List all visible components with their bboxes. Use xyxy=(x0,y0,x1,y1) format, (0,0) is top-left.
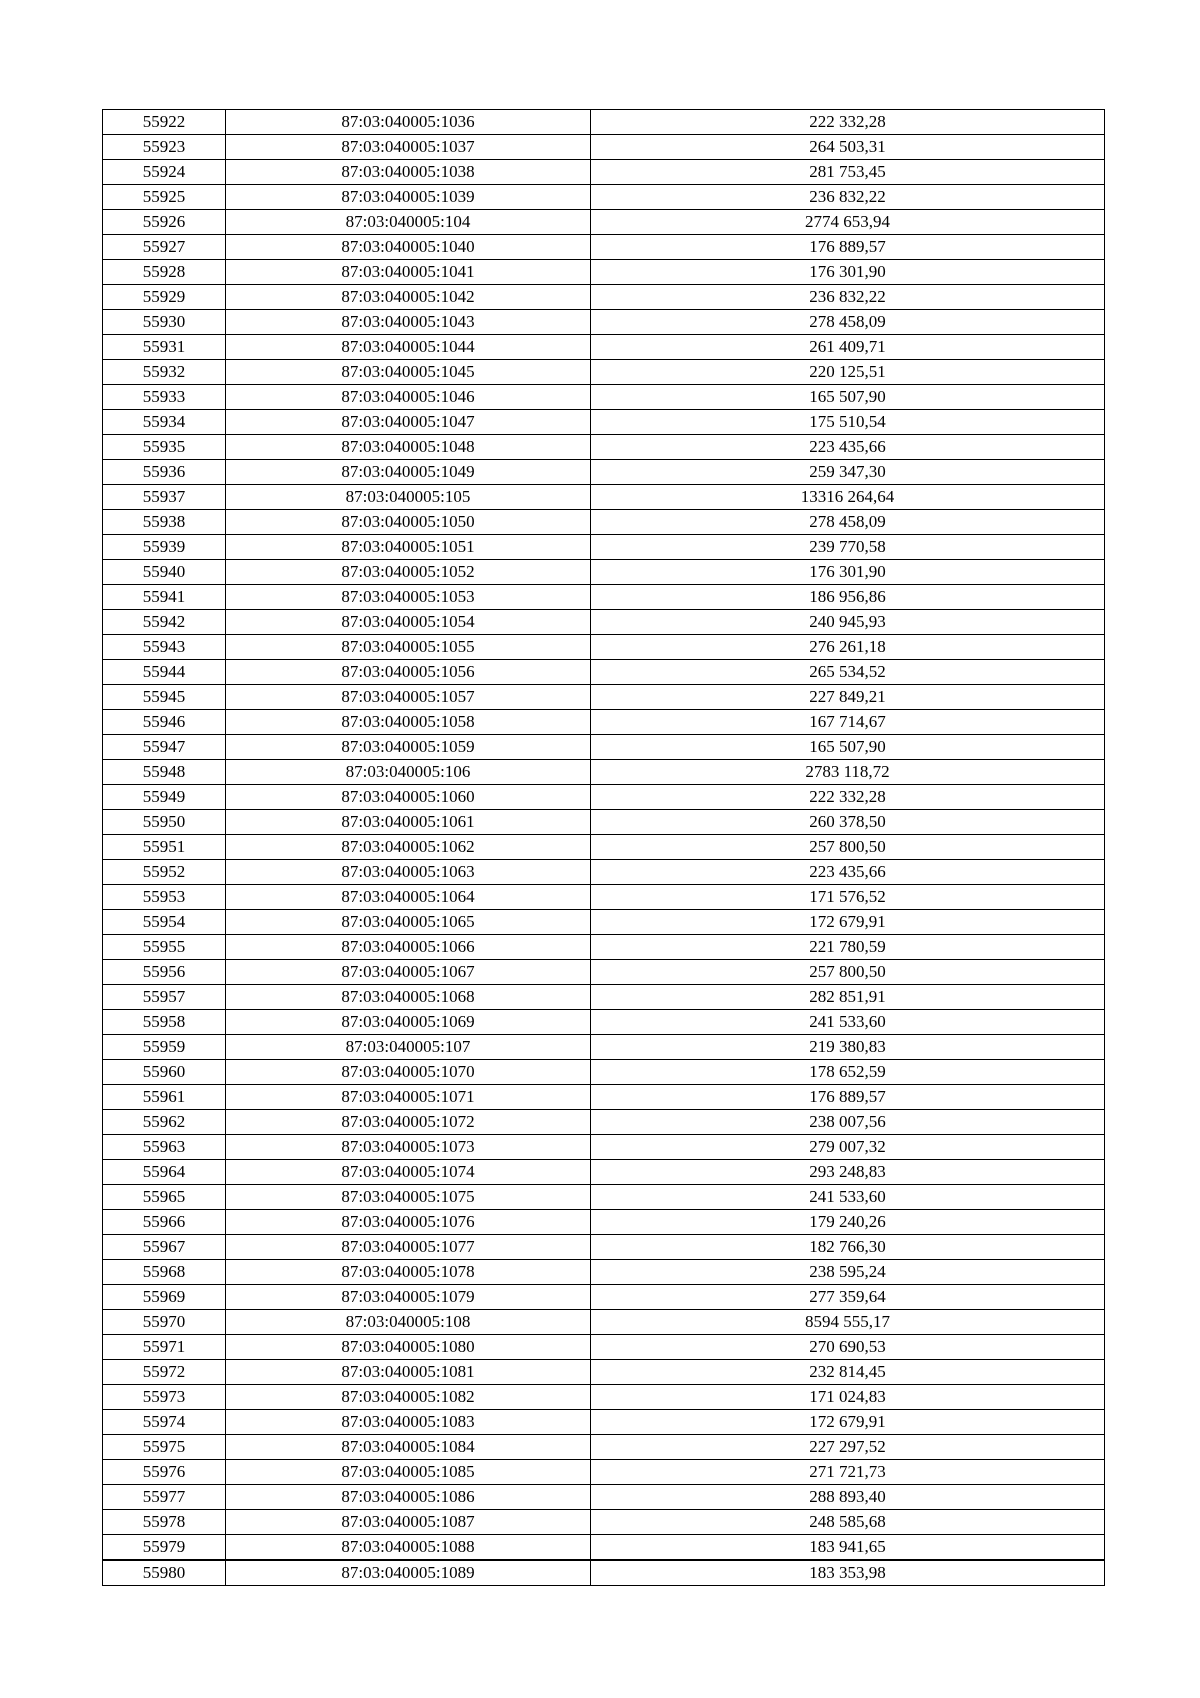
row-number-cell: 55936 xyxy=(103,460,226,485)
cadastral-value-cell: 288 893,40 xyxy=(591,1485,1105,1510)
cadastral-value-cell: 264 503,31 xyxy=(591,135,1105,160)
row-number-cell: 55950 xyxy=(103,810,226,835)
row-number-cell: 55943 xyxy=(103,635,226,660)
table-row xyxy=(103,1235,1105,1260)
table-row xyxy=(103,1135,1105,1160)
cadastral-number-cell: 87:03:040005:1036 xyxy=(226,110,591,135)
table-row xyxy=(103,1160,1105,1185)
cadastral-value-cell: 279 007,32 xyxy=(591,1135,1105,1160)
row-number-cell: 55961 xyxy=(103,1085,226,1110)
table-row xyxy=(103,910,1105,935)
cadastral-number-cell: 87:03:040005:1088 xyxy=(226,1535,591,1561)
cadastral-value-cell: 236 832,22 xyxy=(591,185,1105,210)
cadastral-value-cell: 238 007,56 xyxy=(591,1110,1105,1135)
cadastral-number-cell: 87:03:040005:1052 xyxy=(226,560,591,585)
cadastral-number-cell: 87:03:040005:1081 xyxy=(226,1360,591,1385)
row-number-cell: 55946 xyxy=(103,710,226,735)
row-number-cell: 55953 xyxy=(103,885,226,910)
cadastral-value-cell: 8594 555,17 xyxy=(591,1310,1105,1335)
row-number-cell: 55954 xyxy=(103,910,226,935)
row-number-cell: 55980 xyxy=(103,1560,226,1586)
cadastral-value-cell: 179 240,26 xyxy=(591,1210,1105,1235)
cadastral-number-cell: 87:03:040005:1063 xyxy=(226,860,591,885)
row-number-cell: 55941 xyxy=(103,585,226,610)
cadastral-value-cell: 232 814,45 xyxy=(591,1360,1105,1385)
row-number-cell: 55945 xyxy=(103,685,226,710)
row-number-cell: 55926 xyxy=(103,210,226,235)
table-row xyxy=(103,460,1105,485)
cadastral-number-cell: 87:03:040005:1077 xyxy=(226,1235,591,1260)
table-row xyxy=(103,1110,1105,1135)
table-row xyxy=(103,285,1105,310)
cadastral-number-cell: 87:03:040005:1065 xyxy=(226,910,591,935)
cadastral-number-cell: 87:03:040005:1064 xyxy=(226,885,591,910)
row-number-cell: 55947 xyxy=(103,735,226,760)
cadastral-number-cell: 87:03:040005:1085 xyxy=(226,1460,591,1485)
row-number-cell: 55949 xyxy=(103,785,226,810)
row-number-cell: 55956 xyxy=(103,960,226,985)
row-number-cell: 55934 xyxy=(103,410,226,435)
row-number-cell: 55973 xyxy=(103,1385,226,1410)
table-row xyxy=(103,860,1105,885)
cadastral-number-cell: 87:03:040005:1060 xyxy=(226,785,591,810)
cadastral-value-cell: 165 507,90 xyxy=(591,735,1105,760)
table-row xyxy=(103,710,1105,735)
cadastral-number-cell: 87:03:040005:1068 xyxy=(226,985,591,1010)
cadastral-number-cell: 87:03:040005:1070 xyxy=(226,1060,591,1085)
row-number-cell: 55937 xyxy=(103,485,226,510)
table-row xyxy=(103,1085,1105,1110)
row-number-cell: 55942 xyxy=(103,610,226,635)
row-number-cell: 55928 xyxy=(103,260,226,285)
row-number-cell: 55935 xyxy=(103,435,226,460)
table-row xyxy=(103,185,1105,210)
cadastral-value-cell: 176 889,57 xyxy=(591,235,1105,260)
table-row xyxy=(103,560,1105,585)
cadastral-number-cell: 87:03:040005:1049 xyxy=(226,460,591,485)
table-row xyxy=(103,985,1105,1010)
row-number-cell: 55955 xyxy=(103,935,226,960)
cadastral-value-cell: 171 024,83 xyxy=(591,1385,1105,1410)
cadastral-number-cell: 87:03:040005:1071 xyxy=(226,1085,591,1110)
row-number-cell: 55929 xyxy=(103,285,226,310)
cadastral-number-cell: 87:03:040005:1086 xyxy=(226,1485,591,1510)
cadastral-value-cell: 183 941,65 xyxy=(591,1535,1105,1561)
table-row xyxy=(103,1460,1105,1485)
table-row xyxy=(103,435,1105,460)
cadastral-value-table xyxy=(102,109,1105,1586)
table-row xyxy=(103,735,1105,760)
table-row xyxy=(103,885,1105,910)
table-row xyxy=(103,260,1105,285)
cadastral-number-cell: 87:03:040005:1067 xyxy=(226,960,591,985)
cadastral-value-cell: 240 945,93 xyxy=(591,610,1105,635)
cadastral-number-cell: 87:03:040005:1046 xyxy=(226,385,591,410)
table-row xyxy=(103,1385,1105,1410)
cadastral-value-cell: 278 458,09 xyxy=(591,510,1105,535)
cadastral-number-cell: 87:03:040005:1057 xyxy=(226,685,591,710)
cadastral-number-cell: 87:03:040005:1047 xyxy=(226,410,591,435)
cadastral-number-cell: 87:03:040005:1089 xyxy=(226,1560,591,1586)
cadastral-value-cell: 271 721,73 xyxy=(591,1460,1105,1485)
cadastral-value-cell: 183 353,98 xyxy=(591,1560,1105,1586)
cadastral-value-cell: 178 652,59 xyxy=(591,1060,1105,1085)
row-number-cell: 55931 xyxy=(103,335,226,360)
cadastral-number-cell: 87:03:040005:1044 xyxy=(226,335,591,360)
cadastral-number-cell: 87:03:040005:1069 xyxy=(226,1010,591,1035)
row-number-cell: 55962 xyxy=(103,1110,226,1135)
table-row xyxy=(103,1410,1105,1435)
row-number-cell: 55979 xyxy=(103,1535,226,1561)
cadastral-value-cell: 182 766,30 xyxy=(591,1235,1105,1260)
cadastral-value-cell: 2783 118,72 xyxy=(591,760,1105,785)
cadastral-number-cell: 87:03:040005:1041 xyxy=(226,260,591,285)
table-row xyxy=(103,1010,1105,1035)
row-number-cell: 55965 xyxy=(103,1185,226,1210)
row-number-cell: 55969 xyxy=(103,1285,226,1310)
row-number-cell: 55960 xyxy=(103,1060,226,1085)
table-row xyxy=(103,1060,1105,1085)
row-number-cell: 55974 xyxy=(103,1410,226,1435)
table-row xyxy=(103,585,1105,610)
cadastral-value-cell: 241 533,60 xyxy=(591,1185,1105,1210)
row-number-cell: 55930 xyxy=(103,310,226,335)
cadastral-number-cell: 87:03:040005:1055 xyxy=(226,635,591,660)
table-row xyxy=(103,1035,1105,1060)
cadastral-value-cell: 172 679,91 xyxy=(591,910,1105,935)
cadastral-value-cell: 172 679,91 xyxy=(591,1410,1105,1435)
cadastral-number-cell: 87:03:040005:1061 xyxy=(226,810,591,835)
cadastral-value-cell: 2774 653,94 xyxy=(591,210,1105,235)
row-number-cell: 55977 xyxy=(103,1485,226,1510)
table-row xyxy=(103,235,1105,260)
cadastral-number-cell: 87:03:040005:1051 xyxy=(226,535,591,560)
cadastral-value-cell: 186 956,86 xyxy=(591,585,1105,610)
cadastral-number-cell: 87:03:040005:108 xyxy=(226,1310,591,1335)
table-row xyxy=(103,1560,1105,1586)
cadastral-number-cell: 87:03:040005:1076 xyxy=(226,1210,591,1235)
table-row xyxy=(103,635,1105,660)
row-number-cell: 55975 xyxy=(103,1435,226,1460)
cadastral-number-cell: 87:03:040005:1087 xyxy=(226,1510,591,1535)
table-row xyxy=(103,1535,1105,1561)
table-row xyxy=(103,485,1105,510)
row-number-cell: 55964 xyxy=(103,1160,226,1185)
cadastral-value-cell: 176 301,90 xyxy=(591,560,1105,585)
cadastral-value-cell: 223 435,66 xyxy=(591,860,1105,885)
row-number-cell: 55924 xyxy=(103,160,226,185)
row-number-cell: 55944 xyxy=(103,660,226,685)
cadastral-value-cell: 221 780,59 xyxy=(591,935,1105,960)
cadastral-value-cell: 260 378,50 xyxy=(591,810,1105,835)
table-row xyxy=(103,1435,1105,1460)
cadastral-number-cell: 87:03:040005:1043 xyxy=(226,310,591,335)
cadastral-value-cell: 293 248,83 xyxy=(591,1160,1105,1185)
cadastral-value-cell: 165 507,90 xyxy=(591,385,1105,410)
table-row xyxy=(103,1360,1105,1385)
table-row xyxy=(103,810,1105,835)
row-number-cell: 55923 xyxy=(103,135,226,160)
cadastral-number-cell: 87:03:040005:104 xyxy=(226,210,591,235)
table-row xyxy=(103,1335,1105,1360)
cadastral-value-cell: 265 534,52 xyxy=(591,660,1105,685)
cadastral-value-cell: 227 297,52 xyxy=(591,1435,1105,1460)
cadastral-number-cell: 87:03:040005:1074 xyxy=(226,1160,591,1185)
table-row xyxy=(103,610,1105,635)
cadastral-number-cell: 87:03:040005:1053 xyxy=(226,585,591,610)
table-row xyxy=(103,685,1105,710)
cadastral-number-cell: 87:03:040005:1079 xyxy=(226,1285,591,1310)
table-row xyxy=(103,310,1105,335)
row-number-cell: 55968 xyxy=(103,1260,226,1285)
table-row xyxy=(103,210,1105,235)
cadastral-number-cell: 87:03:040005:1056 xyxy=(226,660,591,685)
cadastral-value-cell: 281 753,45 xyxy=(591,160,1105,185)
table-row xyxy=(103,335,1105,360)
cadastral-value-cell: 223 435,66 xyxy=(591,435,1105,460)
table-row xyxy=(103,835,1105,860)
row-number-cell: 55958 xyxy=(103,1010,226,1035)
table-row xyxy=(103,410,1105,435)
table-row xyxy=(103,935,1105,960)
cadastral-number-cell: 87:03:040005:1040 xyxy=(226,235,591,260)
row-number-cell: 55925 xyxy=(103,185,226,210)
table-row xyxy=(103,1485,1105,1510)
table-row xyxy=(103,660,1105,685)
row-number-cell: 55957 xyxy=(103,985,226,1010)
row-number-cell: 55966 xyxy=(103,1210,226,1235)
table-row xyxy=(103,1260,1105,1285)
cadastral-value-cell: 176 301,90 xyxy=(591,260,1105,285)
cadastral-number-cell: 87:03:040005:1084 xyxy=(226,1435,591,1460)
cadastral-value-cell: 257 800,50 xyxy=(591,960,1105,985)
cadastral-value-cell: 248 585,68 xyxy=(591,1510,1105,1535)
cadastral-number-cell: 87:03:040005:1039 xyxy=(226,185,591,210)
row-number-cell: 55940 xyxy=(103,560,226,585)
cadastral-value-cell: 220 125,51 xyxy=(591,360,1105,385)
row-number-cell: 55933 xyxy=(103,385,226,410)
cadastral-value-cell: 270 690,53 xyxy=(591,1335,1105,1360)
table-row xyxy=(103,1510,1105,1535)
cadastral-value-cell: 276 261,18 xyxy=(591,635,1105,660)
cadastral-number-cell: 87:03:040005:1050 xyxy=(226,510,591,535)
cadastral-value-cell: 171 576,52 xyxy=(591,885,1105,910)
cadastral-value-cell: 13316 264,64 xyxy=(591,485,1105,510)
table-row xyxy=(103,1185,1105,1210)
table-row xyxy=(103,135,1105,160)
cadastral-value-cell: 222 332,28 xyxy=(591,785,1105,810)
cadastral-number-cell: 87:03:040005:1059 xyxy=(226,735,591,760)
cadastral-value-cell: 259 347,30 xyxy=(591,460,1105,485)
cadastral-number-cell: 87:03:040005:1082 xyxy=(226,1385,591,1410)
cadastral-value-cell: 222 332,28 xyxy=(591,110,1105,135)
row-number-cell: 55938 xyxy=(103,510,226,535)
cadastral-number-cell: 87:03:040005:1075 xyxy=(226,1185,591,1210)
cadastral-number-cell: 87:03:040005:1054 xyxy=(226,610,591,635)
row-number-cell: 55927 xyxy=(103,235,226,260)
cadastral-number-cell: 87:03:040005:1042 xyxy=(226,285,591,310)
cadastral-value-cell: 278 458,09 xyxy=(591,310,1105,335)
cadastral-number-cell: 87:03:040005:107 xyxy=(226,1035,591,1060)
cadastral-value-cell: 175 510,54 xyxy=(591,410,1105,435)
cadastral-value-cell: 239 770,58 xyxy=(591,535,1105,560)
cadastral-value-cell: 236 832,22 xyxy=(591,285,1105,310)
row-number-cell: 55972 xyxy=(103,1360,226,1385)
cadastral-value-cell: 282 851,91 xyxy=(591,985,1105,1010)
row-number-cell: 55970 xyxy=(103,1310,226,1335)
cadastral-number-cell: 87:03:040005:105 xyxy=(226,485,591,510)
table-row xyxy=(103,510,1105,535)
row-number-cell: 55967 xyxy=(103,1235,226,1260)
row-number-cell: 55978 xyxy=(103,1510,226,1535)
cadastral-value-cell: 241 533,60 xyxy=(591,1010,1105,1035)
cadastral-number-cell: 87:03:040005:1062 xyxy=(226,835,591,860)
cadastral-value-cell: 167 714,67 xyxy=(591,710,1105,735)
cadastral-value-cell: 257 800,50 xyxy=(591,835,1105,860)
cadastral-number-cell: 87:03:040005:1048 xyxy=(226,435,591,460)
cadastral-number-cell: 87:03:040005:1038 xyxy=(226,160,591,185)
table-row xyxy=(103,760,1105,785)
table-row xyxy=(103,360,1105,385)
cadastral-number-cell: 87:03:040005:106 xyxy=(226,760,591,785)
row-number-cell: 55939 xyxy=(103,535,226,560)
cadastral-number-cell: 87:03:040005:1058 xyxy=(226,710,591,735)
table-row xyxy=(103,385,1105,410)
table-row xyxy=(103,1310,1105,1335)
cadastral-number-cell: 87:03:040005:1045 xyxy=(226,360,591,385)
row-number-cell: 55976 xyxy=(103,1460,226,1485)
table-row xyxy=(103,960,1105,985)
row-number-cell: 55922 xyxy=(103,110,226,135)
cadastral-number-cell: 87:03:040005:1078 xyxy=(226,1260,591,1285)
row-number-cell: 55971 xyxy=(103,1335,226,1360)
table-row xyxy=(103,785,1105,810)
row-number-cell: 55952 xyxy=(103,860,226,885)
row-number-cell: 55951 xyxy=(103,835,226,860)
cadastral-number-cell: 87:03:040005:1073 xyxy=(226,1135,591,1160)
table-row xyxy=(103,535,1105,560)
row-number-cell: 55948 xyxy=(103,760,226,785)
table-row xyxy=(103,110,1105,135)
table-row xyxy=(103,160,1105,185)
row-number-cell: 55932 xyxy=(103,360,226,385)
row-number-cell: 55959 xyxy=(103,1035,226,1060)
cadastral-value-cell: 238 595,24 xyxy=(591,1260,1105,1285)
cadastral-value-cell: 219 380,83 xyxy=(591,1035,1105,1060)
cadastral-value-cell: 261 409,71 xyxy=(591,335,1105,360)
cadastral-number-cell: 87:03:040005:1066 xyxy=(226,935,591,960)
row-number-cell: 55963 xyxy=(103,1135,226,1160)
cadastral-number-cell: 87:03:040005:1080 xyxy=(226,1335,591,1360)
cadastral-value-cell: 227 849,21 xyxy=(591,685,1105,710)
cadastral-number-cell: 87:03:040005:1083 xyxy=(226,1410,591,1435)
cadastral-value-cell: 277 359,64 xyxy=(591,1285,1105,1310)
table-row xyxy=(103,1285,1105,1310)
table-body xyxy=(103,110,1105,1586)
table-row xyxy=(103,1210,1105,1235)
cadastral-value-cell: 176 889,57 xyxy=(591,1085,1105,1110)
cadastral-number-cell: 87:03:040005:1037 xyxy=(226,135,591,160)
cadastral-number-cell: 87:03:040005:1072 xyxy=(226,1110,591,1135)
